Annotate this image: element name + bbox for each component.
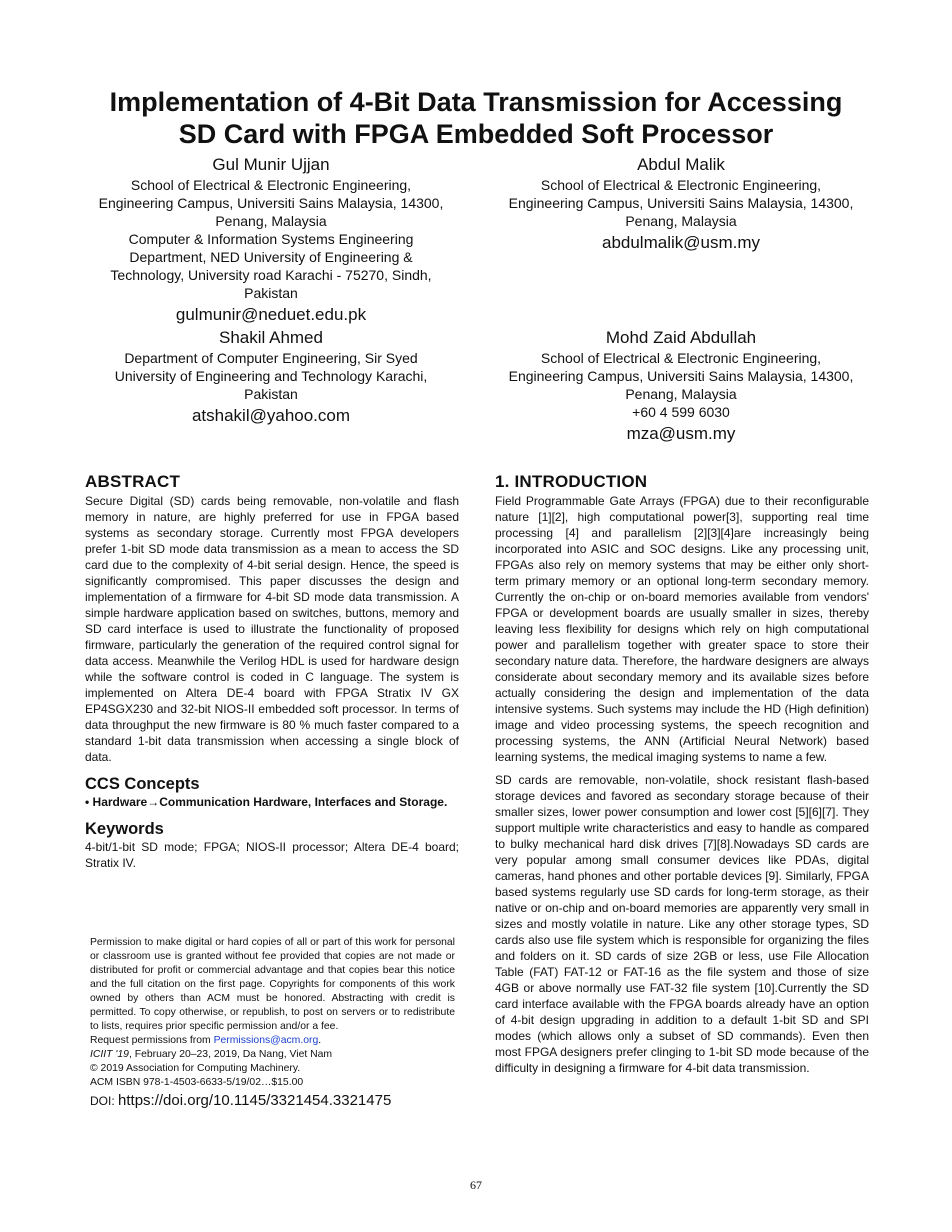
title-line-2: SD Card with FPGA Embedded Soft Processor: [178, 119, 774, 149]
author-affiliation-line: Computer & Information Systems Engineering: [128, 231, 414, 247]
author-affiliation-line: Engineering Campus, Universiti Sains Malaysia, 14300,: [508, 195, 854, 211]
author-affiliation-line: Penang, Malaysia: [625, 386, 737, 402]
doi-label: DOI:: [90, 1094, 119, 1108]
right-column: [495, 472, 869, 1076]
author-affiliation-line: Engineering Campus, Universiti Sains Malaysia, 14300,: [508, 368, 854, 384]
author-email: mza@usm.my: [626, 424, 736, 443]
permission-block: [90, 936, 455, 1110]
author-affiliation-line: School of Electrical & Electronic Engineering,: [540, 350, 822, 366]
author-email: gulmunir@neduet.edu.pk: [175, 305, 367, 324]
author-name: Abdul Malik: [637, 155, 725, 174]
permission-request: [90, 1034, 455, 1048]
author-affiliation-line: School of Electrical & Electronic Engineering,: [540, 177, 822, 193]
title-line-1: Implementation of 4-Bit Data Transmission for Accessing: [109, 87, 843, 117]
author-affiliation-line: Penang, Malaysia: [625, 213, 737, 229]
author-affiliation-line: Engineering Campus, Universiti Sains Malaysia, 14300,: [98, 195, 444, 211]
author-name: Mohd Zaid Abdullah: [605, 328, 757, 347]
author-affiliation-line: Pakistan: [244, 386, 298, 402]
abstract-heading: ABSTRACT: [85, 472, 181, 491]
author-affiliation-line: Technology, University road Karachi - 75270, Sindh,: [110, 267, 432, 283]
introduction-paragraph: Field Programmable Gate Arrays (FPGA) due to their reconfigurable nature [1][2], high computational power[3], supporting real time processing [4] and parallelism [2][3][4]are increasingly being incorporated into ASIC and SOC designs. Like any processing unit, FPGAs also rely on memory systems that may be either only short-term primary memory or an optional long-term secondary memory. Currently the on-chip or on-board memories available from vendors' FPGA or development boards are usually smaller in sizes, thereby leaving less flexibility for designs which rely on high computational power and parallelism together with greater space to store their secondary nature data. Therefore, the hardware designers are always considerate about secondary memory and its available sizes before actually considering the design and implementation of the data intensive systems. Such systems may include the HD (High definition) image and video processing systems, the speech recognition and processing systems, the ANN (Artificial Neural Network) based learning systems, the medical imaging systems to name a few.: [495, 494, 869, 764]
author-affiliation-line: Pakistan: [244, 285, 298, 301]
conference-name: ICIIT '19: [90, 1049, 129, 1060]
author-affiliation-line: Department, NED University of Engineering &: [129, 249, 413, 265]
author-name: Shakil Ahmed: [219, 328, 323, 347]
copyright-line: © 2019 Association for Computing Machinery.: [90, 1063, 301, 1074]
isbn-line: ACM ISBN 978-1-4503-6633-5/19/02…$15.00: [90, 1077, 304, 1088]
page-number: 67: [470, 1178, 482, 1192]
ccs-text: • Hardware→Communication Hardware, Interfaces and Storage.: [85, 795, 448, 809]
introduction-heading: 1. INTRODUCTION: [495, 472, 648, 491]
keywords-heading: Keywords: [85, 820, 164, 838]
author-block-malik: [486, 154, 876, 254]
keywords-text: 4-bit/1-bit SD mode; FPGA; NIOS-II processor; Altera DE-4 board; Stratix IV.: [85, 840, 459, 870]
permission-text: Permission to make digital or hard copies of all or part of this work for personal or classroom use is granted without fee provided that copies are not made or distributed for profit or commercial advantage and that copies bear this notice and the full citation on the first page. Copyrights for components of this work owned by others than ACM must be honored. Abstracting with credit is permitted. To copy otherwise, or republish, to post on servers or to redistribute to lists, requires prior specific permission and/or a fee.: [90, 937, 455, 1032]
author-block-ahmed: [76, 327, 466, 427]
author-name: Gul Munir Ujjan: [212, 155, 330, 174]
request-suffix: .: [318, 1035, 322, 1046]
author-block-ujjan: [76, 154, 466, 326]
author-phone: +60 4 599 6030: [632, 404, 730, 420]
author-affiliation-line: Department of Computer Engineering, Sir Syed: [124, 350, 418, 366]
conference-details: , February 20–23, 2019, Da Nang, Viet Nam: [128, 1049, 333, 1060]
author-block-abdullah: [486, 327, 876, 445]
abstract-text: Secure Digital (SD) cards being removable, non-volatile and flash memory in nature, are highly preferred for use in FPGA based systems as secondary storage. Currently most FPGA developers prefer 1-bit SD mode data transmission as a mean to access the SD card due to the complexity of 4-bit serial design. Hence, the speed is significantly compromised. This paper discusses the design and implementation of a firmware for 4-bit SD mode data transmission. A simple hardware application based on switches, buttons, memory and SD card interface is used to illustrate the functionality of proposed firmware, particularly the generation of the required control signal for data access. Meanwhile the Verilog HDL is used for hardware design while the software control is coded in C language. The system is implemented on Altera DE-4 board with FPGA Stratix IV GX EP4SGX230 and 32-bit NIOS-II embedded soft processor. In terms of data throughput the new firmware is 80 % much faster compared to a standard 1-bit data transmission when accessing a single block of data.: [85, 494, 459, 764]
permissions-email-link[interactable]: Permissions@acm.org: [213, 1035, 319, 1046]
paper-title: [60, 86, 892, 150]
author-affiliation-line: School of Electrical & Electronic Engineering,: [130, 177, 412, 193]
left-column: [85, 472, 459, 871]
author-affiliation-line: University of Engineering and Technology Karachi,: [114, 368, 428, 384]
author-email: atshakil@yahoo.com: [191, 406, 351, 425]
author-email: abdulmalik@usm.my: [601, 233, 761, 252]
author-affiliation-line: Penang, Malaysia: [215, 213, 327, 229]
introduction-paragraph: SD cards are removable, non-volatile, shock resistant flash-based storage devices and favored as secondary storage because of their smaller sizes, lower power consumption and lower cost [5][6][7]. They support multiple write characteristics and easy to handle as compared to bulky mechanical hard disk drives [7][8].Nowadays SD cards are very popular among small consumer devices like PDAs, digital cameras, hand phones and other portable devices [9]. Similarly, FPGA based systems regularly use SD cards for long-term storage, as their native or on-chip and on-board memories are apparently very small in sizes and mostly volatile in nature. Like any other storage types, SD cards also use file system which is responsible for organizing the files and folders on it. SD cards of size 2GB or less, use File Allocation Table (FAT) FAT-12 or FAT-16 as the file system and those of size 4GB or above normally use FAT-32 file system [10].Currently the SD card interface available with the FPGA boards already have an option of 4-bit design upgrading in addition to a default 1-bit SD and SPI modes (which allows only a subset of SD commands). Even then most FPGA designers prefer clinging to 1-bit SD mode because of the difficulty in designing a firmware for 4-bit data transmission.: [495, 773, 869, 1075]
ccs-heading: CCS Concepts: [85, 775, 200, 793]
conference-line: [90, 1048, 455, 1062]
doi-link[interactable]: https://doi.org/10.1145/3321454.3321475: [118, 1092, 392, 1109]
request-prefix: Request permissions from: [90, 1035, 214, 1046]
doi-line: [90, 1092, 455, 1110]
